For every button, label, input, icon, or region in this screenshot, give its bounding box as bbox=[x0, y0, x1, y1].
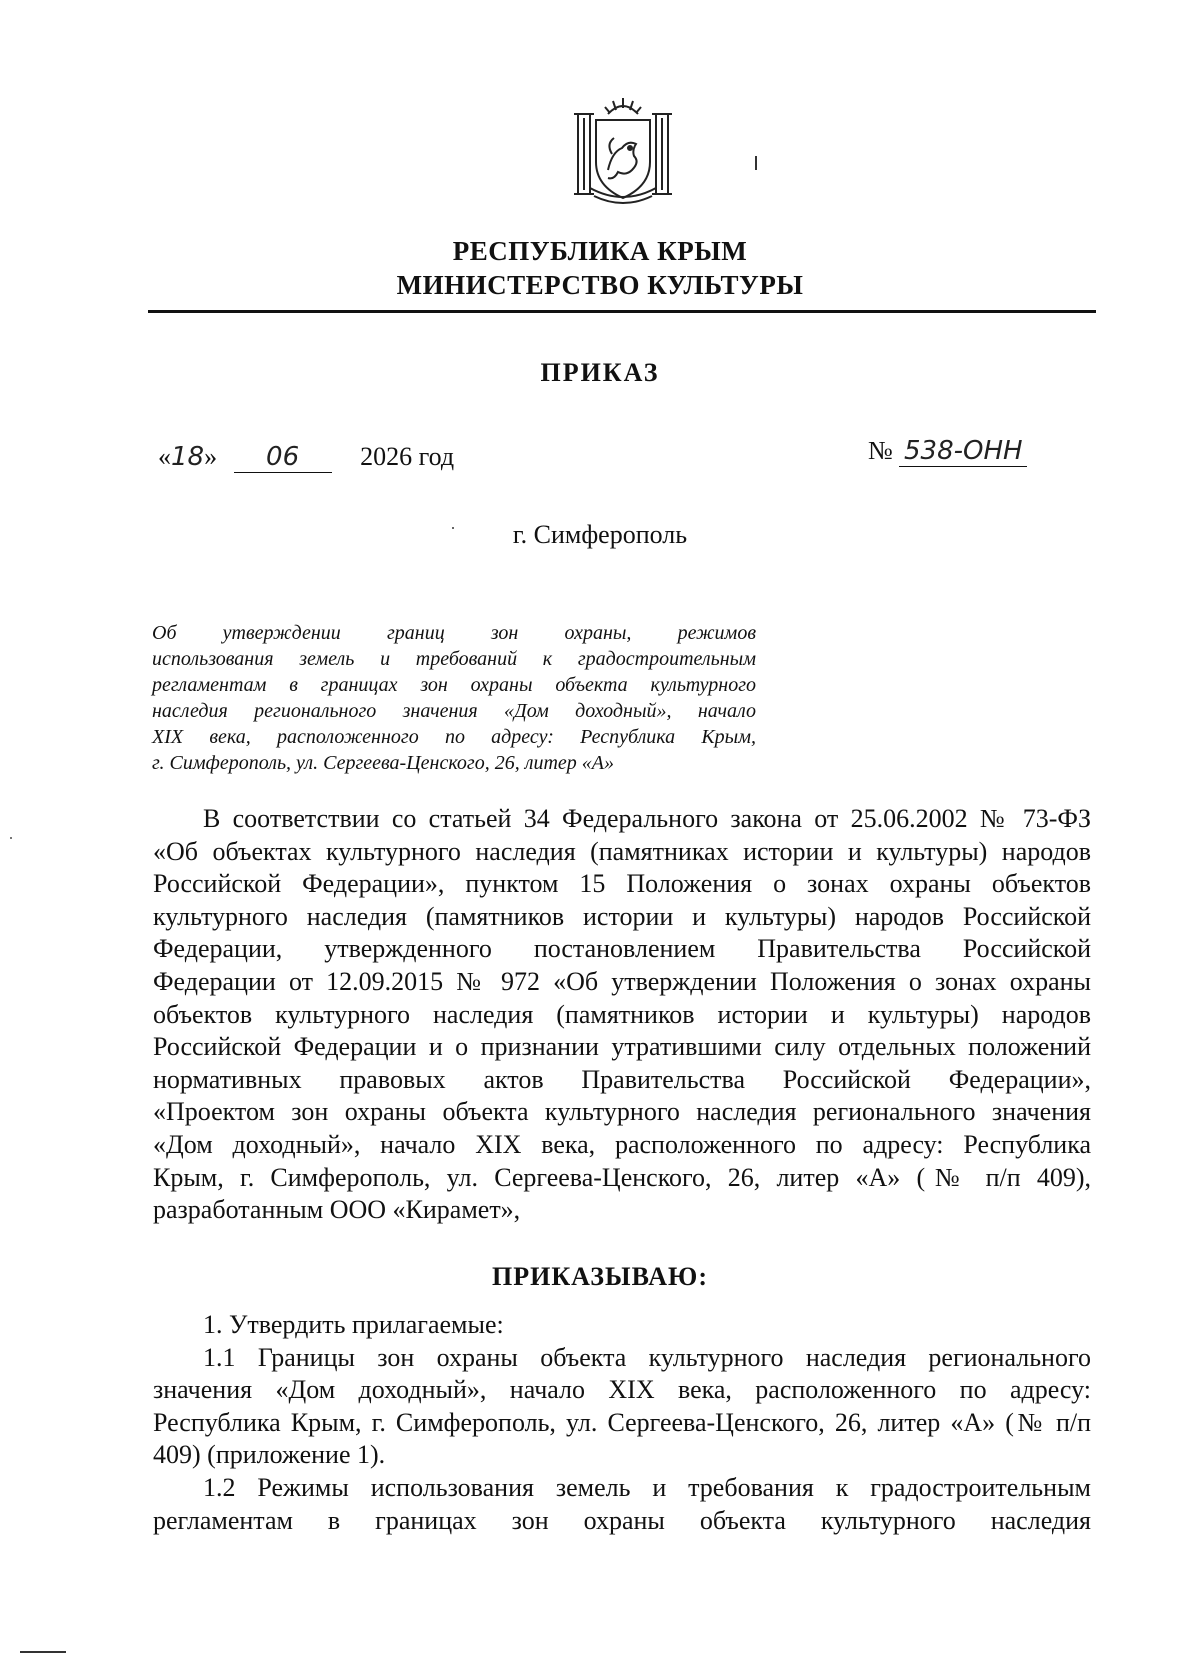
preamble-line: Федерации от 12.09.2015 № 972 «Об утверждении Положения о зонах охраны bbox=[153, 966, 1091, 996]
item-1-1-line: значения «Дом доходный», начало XIX века, расположенного по адресу: bbox=[153, 1375, 1091, 1405]
item-1-1-line: 409) (приложение 1). bbox=[153, 1440, 386, 1470]
republic-heading: РЕСПУБЛИКА КРЫМ bbox=[452, 236, 748, 266]
city-line: г. Симферополь bbox=[512, 520, 688, 549]
order-heading: ПРИКАЗЫВАЮ: bbox=[492, 1262, 708, 1291]
preamble-line: «Проектом зон охраны объекта культурного наследия регионального значения bbox=[153, 1097, 1091, 1127]
subject-line: использования земель и требований к градостроительным bbox=[152, 648, 756, 670]
preamble-line: культурного наследия (памятников истории и культуры) народов Российской bbox=[153, 901, 1091, 931]
preamble-line: Российской Федерации и о признании утратившими силу отдельных положений bbox=[153, 1032, 1091, 1062]
preamble-line: Крым, г. Симферополь, ул. Сергеева-Ценского, 26, литер «А» (№ п/п 409), bbox=[153, 1162, 1091, 1192]
subject-line: г. Симферополь, ул. Сергеева-Ценского, 26, литер «А» bbox=[152, 752, 614, 774]
subject-line: XIX века, расположенного по адресу: Республика Крым, bbox=[152, 726, 756, 748]
subject-line: Об утверждении границ зон охраны, режимов bbox=[152, 622, 756, 644]
document-number: 538-ОНН bbox=[899, 436, 1027, 467]
subject-line: регламентам в границах зон охраны объекта культурного bbox=[152, 674, 756, 696]
date-close-quote: » bbox=[204, 442, 218, 471]
preamble-paragraph bbox=[153, 803, 1091, 1227]
item-1-1-line: 1.1 Границы зон охраны объекта культурного наследия регионального bbox=[203, 1342, 1091, 1372]
item-1-1-line: Республика Крым, г. Симферополь, ул. Сергеева-Ценского, 26, литер «А» (№ п/п bbox=[153, 1407, 1091, 1437]
item-1-2-line: 1.2 Режимы использования земель и требования к градостроительным bbox=[203, 1472, 1091, 1502]
margin-dot bbox=[10, 837, 12, 839]
date-year: 2026 год bbox=[360, 442, 455, 471]
date-month: 06 bbox=[234, 442, 332, 473]
item-1: 1. Утвердить прилагаемые: bbox=[203, 1310, 504, 1339]
coat-of-arms-icon bbox=[568, 92, 678, 208]
ministry-heading: МИНИСТЕРСТВО КУЛЬТУРЫ bbox=[396, 270, 804, 300]
document-type-title: ПРИКАЗ bbox=[540, 358, 660, 387]
preamble-line: объектов культурного наследия (памятников истории и культуры) народов bbox=[153, 999, 1091, 1029]
number-row bbox=[868, 436, 1027, 467]
preamble-line: Федерации, утвержденного постановлением Правительства Российской bbox=[153, 934, 1091, 964]
subject-block bbox=[152, 620, 756, 776]
date-open-quote: « bbox=[158, 442, 171, 471]
date-day: 18 bbox=[171, 442, 205, 472]
preamble-line: Российской Федерации», пунктом 15 Положения о зонах охраны объектов bbox=[153, 869, 1091, 899]
subject-line: наследия регионального значения «Дом доходный», начало bbox=[152, 700, 756, 722]
number-prefix: № bbox=[868, 436, 893, 465]
stray-mark bbox=[755, 156, 757, 170]
preamble-line: В соответствии со статьей 34 Федерального закона от 25.06.2002 № 73-ФЗ bbox=[203, 804, 1091, 833]
order-items bbox=[153, 1309, 1091, 1537]
margin-dash bbox=[20, 1651, 66, 1653]
preamble-line: «Дом доходный», начало XIX века, расположенного по адресу: Республика bbox=[153, 1129, 1091, 1159]
header-divider bbox=[148, 310, 1096, 313]
item-1-2-line: регламентам в границах зон охраны объекта культурного наследия bbox=[153, 1505, 1091, 1535]
preamble-line: разработанным ООО «Кирамет», bbox=[153, 1195, 521, 1225]
date-row bbox=[158, 442, 454, 473]
preamble-line: нормативных правовых актов Правительства Российской Федерации», bbox=[153, 1064, 1091, 1094]
preamble-line: «Об объектах культурного наследия (памятниках истории и культуры) народов bbox=[153, 836, 1091, 866]
